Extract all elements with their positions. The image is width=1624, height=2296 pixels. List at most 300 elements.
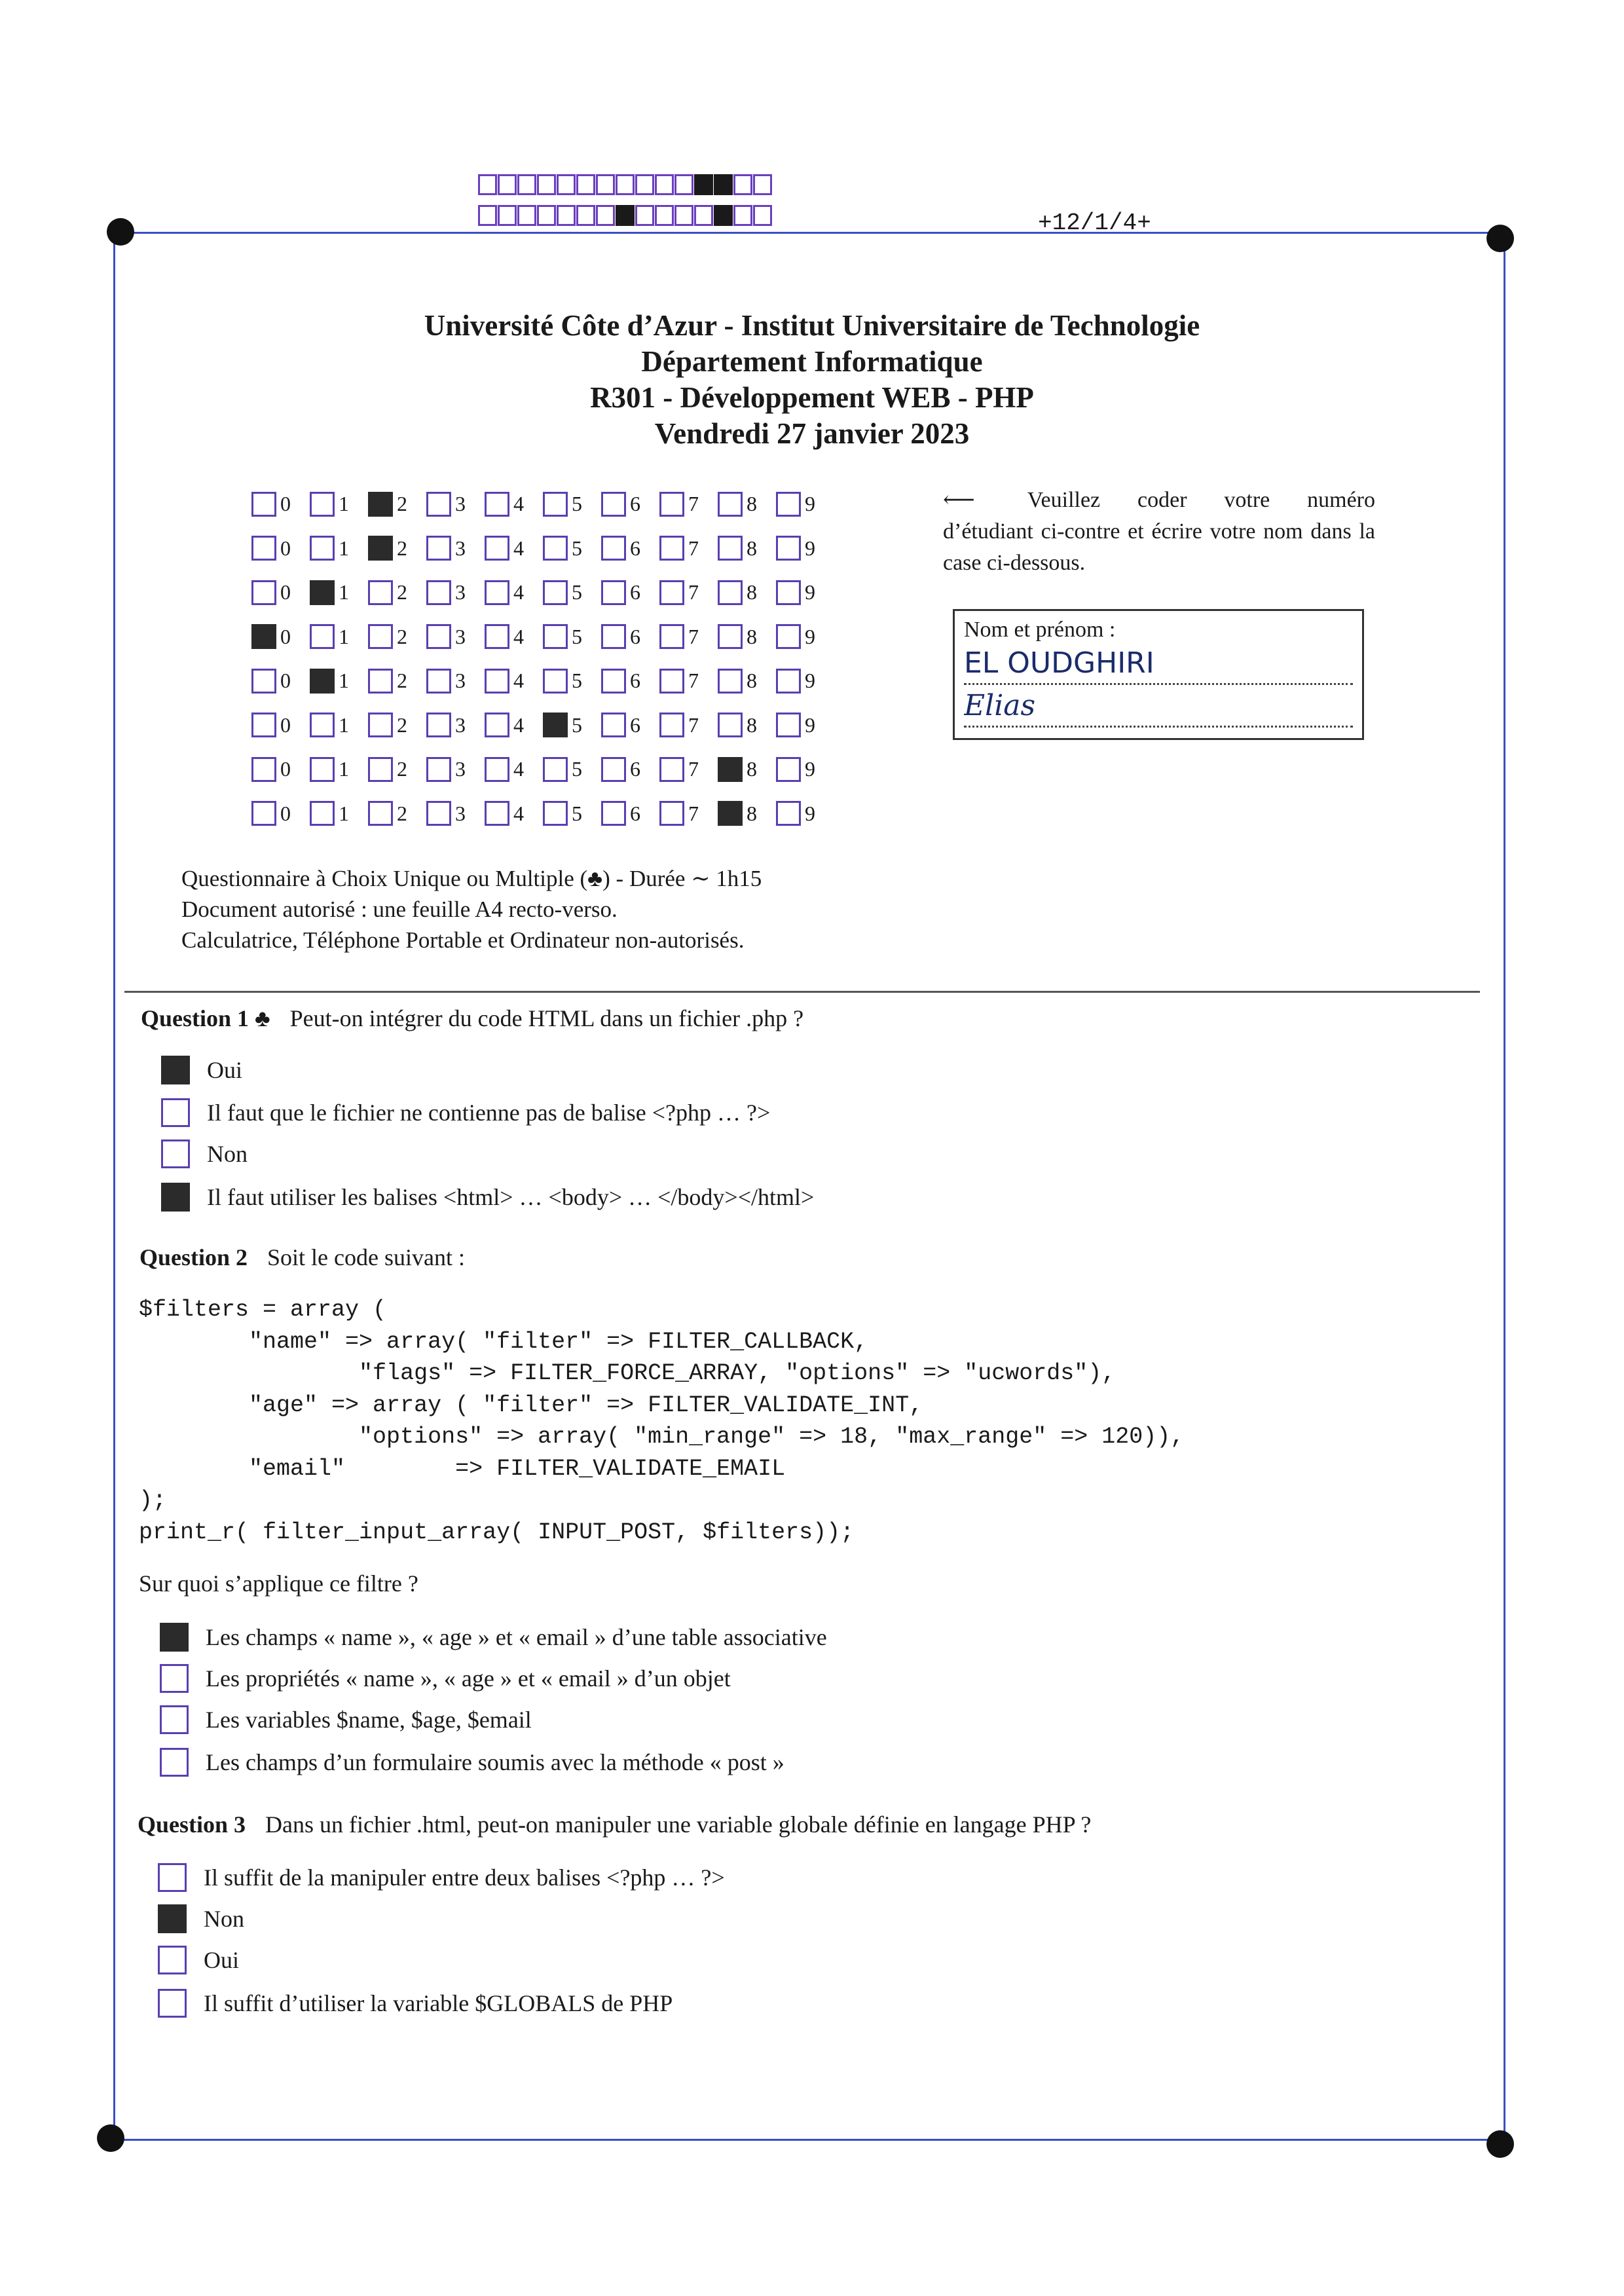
digit-checkbox[interactable] [426,492,451,517]
checkbox[interactable] [160,1748,189,1777]
digit-checkbox[interactable] [776,669,801,694]
digit-label: 3 [455,580,466,604]
digit-cell[interactable] [659,713,718,737]
option-text: Les variables $name, $age, $email [206,1707,532,1733]
grid-row [251,527,834,571]
digit-label: 0 [280,624,291,648]
digit-checkbox[interactable] [601,536,626,561]
digit-cell[interactable] [368,801,426,826]
digit-label: 4 [513,492,524,516]
question-2-option[interactable] [160,1748,784,1777]
digit-checkbox[interactable] [251,624,276,649]
barcode-cell [478,174,497,195]
digit-cell[interactable] [776,801,834,826]
digit-label: 0 [280,492,291,516]
digit-cell[interactable] [426,536,485,561]
digit-label: 6 [630,801,640,825]
digit-checkbox[interactable] [776,713,801,737]
digit-label: 6 [630,492,640,516]
digit-label: 8 [747,757,757,781]
question-2-label: Question 2 [139,1244,248,1270]
checkbox[interactable] [161,1056,190,1084]
digit-cell[interactable] [601,669,659,694]
digit-checkbox[interactable] [251,580,276,605]
question-3-option[interactable] [158,1946,239,1974]
digit-checkbox[interactable] [485,492,509,517]
digit-label: 2 [397,757,407,781]
digit-checkbox[interactable] [718,536,743,561]
digit-cell[interactable] [310,536,368,561]
digit-cell[interactable] [426,492,485,517]
digit-cell[interactable] [601,492,659,517]
exam-rules [181,863,762,955]
digit-label: 2 [397,624,407,648]
digit-cell[interactable] [368,624,426,649]
digit-checkbox[interactable] [310,624,335,649]
digit-checkbox[interactable] [776,536,801,561]
digit-cell[interactable] [601,580,659,605]
question-1-option[interactable] [161,1098,770,1127]
barcode-cell [694,205,713,226]
digit-checkbox[interactable] [659,713,684,737]
option-text: Les champs d’un formulaire soumis avec la méthode « post » [206,1749,784,1775]
digit-cell[interactable] [601,801,659,826]
digit-checkbox[interactable] [251,757,276,782]
corner-marker-bottom-right [1486,2130,1514,2158]
frame-bottom [111,2139,1500,2141]
barcode-cell [635,174,654,195]
digit-cell[interactable] [718,492,776,517]
digit-cell[interactable] [251,801,310,826]
digit-checkbox[interactable] [718,801,743,826]
digit-label: 5 [572,669,582,693]
digit-checkbox[interactable] [485,624,509,649]
digit-checkbox[interactable] [601,492,626,517]
grid-row [251,747,834,792]
digit-cell[interactable] [659,624,718,649]
digit-label: 3 [455,801,466,825]
digit-checkbox[interactable] [310,492,335,517]
digit-cell[interactable] [368,536,426,561]
code-block: $filters = array ( "name" => array( "filter" => FILTER_CALLBACK, "flags" => FILTER_FORCE_ARRAY, "options" => "ucwords"), "age" => array ( "filter" => FILTER_VALIDATE_INT, "options" => array( "min_range" => 18, "max_range" => 120)), "email" => FILTER_VALIDATE_EMAIL ); print_r( filter_input_array( INPUT_POST, $filters)); [139,1297,1185,1546]
question-3-option[interactable] [158,1863,725,1892]
question-3-title [138,1811,1091,1838]
digit-cell[interactable] [543,669,601,694]
rules-line-2: Document autorisé : une feuille A4 recto-verso. [181,897,618,922]
digit-cell[interactable] [776,713,834,737]
question-1-option[interactable] [161,1139,248,1168]
digit-label: 8 [747,580,757,604]
digit-checkbox[interactable] [251,536,276,561]
digit-checkbox[interactable] [368,713,393,737]
digit-label: 1 [339,536,349,560]
digit-checkbox[interactable] [368,757,393,782]
digit-checkbox[interactable] [485,757,509,782]
digit-label: 2 [397,580,407,604]
digit-checkbox[interactable] [543,580,568,605]
digit-label: 9 [805,492,815,516]
digit-checkbox[interactable] [485,713,509,737]
digit-checkbox[interactable] [659,536,684,561]
digit-cell[interactable] [251,624,310,649]
digit-checkbox[interactable] [310,580,335,605]
checkbox[interactable] [158,1946,187,1974]
digit-cell[interactable] [426,669,485,694]
barcode-cell [576,205,595,226]
digit-label: 7 [688,624,699,648]
first-name-field[interactable]: Elias [964,689,1353,728]
digit-label: 7 [688,492,699,516]
checkbox[interactable] [160,1664,189,1693]
digit-cell[interactable] [426,713,485,737]
digit-checkbox[interactable] [601,580,626,605]
digit-cell[interactable] [251,536,310,561]
barcode-cell [557,205,576,226]
digit-checkbox[interactable] [659,801,684,826]
digit-checkbox[interactable] [485,536,509,561]
checkbox[interactable] [161,1139,190,1168]
digit-label: 5 [572,801,582,825]
digit-checkbox[interactable] [426,624,451,649]
digit-label: 4 [513,580,524,604]
checkbox[interactable] [160,1705,189,1734]
digit-cell[interactable] [485,713,543,737]
last-name-field[interactable]: EL OUDGHIRI [964,646,1353,685]
digit-cell[interactable] [485,580,543,605]
digit-cell[interactable] [310,492,368,517]
digit-cell[interactable] [485,536,543,561]
question-1-option[interactable] [161,1056,242,1084]
digit-checkbox[interactable] [251,713,276,737]
digit-label: 5 [572,624,582,648]
digit-cell[interactable] [601,624,659,649]
digit-cell[interactable] [426,580,485,605]
digit-label: 3 [455,492,466,516]
digit-cell[interactable] [426,757,485,782]
digit-checkbox[interactable] [426,536,451,561]
digit-cell[interactable] [543,536,601,561]
digit-checkbox[interactable] [718,757,743,782]
digit-checkbox[interactable] [485,801,509,826]
digit-cell[interactable] [718,713,776,737]
digit-label: 6 [630,713,640,737]
digit-cell[interactable] [601,536,659,561]
digit-checkbox[interactable] [251,801,276,826]
digit-label: 0 [280,713,291,737]
digit-checkbox[interactable] [776,492,801,517]
barcode-cell [537,174,556,195]
question-3-label: Question 3 [138,1811,246,1838]
digit-checkbox[interactable] [426,713,451,737]
digit-cell[interactable] [659,801,718,826]
digit-checkbox[interactable] [310,801,335,826]
question-2-option[interactable] [160,1623,827,1652]
option-text: Les champs « name », « age » et « email » d’une table associative [206,1624,827,1650]
digit-cell[interactable] [368,492,426,517]
digit-label: 8 [747,713,757,737]
name-box[interactable] [953,609,1364,740]
option-text: Il suffit d’utiliser la variable $GLOBALS de PHP [204,1990,673,2016]
digit-label: 8 [747,669,757,693]
digit-cell[interactable] [776,580,834,605]
digit-cell[interactable] [718,580,776,605]
digit-cell[interactable] [718,624,776,649]
digit-cell[interactable] [251,669,310,694]
option-text: Les propriétés « name », « age » et « email » d’un objet [206,1665,731,1692]
digit-cell[interactable] [310,669,368,694]
digit-checkbox[interactable] [426,580,451,605]
digit-label: 9 [805,536,815,560]
page-header [0,308,1624,452]
digit-checkbox[interactable] [601,624,626,649]
digit-cell[interactable] [368,669,426,694]
digit-label: 3 [455,536,466,560]
question-3-option[interactable] [158,1989,673,2018]
digit-cell[interactable] [485,492,543,517]
digit-checkbox[interactable] [251,492,276,517]
digit-cell[interactable] [659,669,718,694]
instructions [943,485,1375,579]
option-text: Non [204,1906,244,1932]
option-text: Il suffit de la manipuler entre deux balises <?php … ?> [204,1864,725,1891]
digit-label: 1 [339,669,349,693]
digit-cell[interactable] [251,580,310,605]
digit-checkbox[interactable] [776,801,801,826]
frame-top [122,232,1501,234]
digit-checkbox[interactable] [368,801,393,826]
digit-cell[interactable] [310,757,368,782]
corner-marker-top-left [107,218,134,246]
digit-label: 7 [688,713,699,737]
barcode-cell [557,174,576,195]
corner-marker-top-right [1486,225,1514,252]
option-text: Non [207,1141,248,1167]
barcode-cell [655,205,674,226]
digit-checkbox[interactable] [368,624,393,649]
digit-cell[interactable] [251,492,310,517]
digit-cell[interactable] [310,580,368,605]
digit-label: 4 [513,624,524,648]
header-university: Université Côte d’Azur - Institut Universitaire de Technologie [424,309,1200,342]
digit-checkbox[interactable] [543,713,568,737]
question-2-option[interactable] [160,1705,532,1734]
digit-checkbox[interactable] [426,757,451,782]
digit-label: 6 [630,757,640,781]
digit-checkbox[interactable] [310,536,335,561]
digit-cell[interactable] [659,580,718,605]
digit-cell[interactable] [659,757,718,782]
digit-cell[interactable] [543,713,601,737]
digit-label: 1 [339,713,349,737]
digit-cell[interactable] [718,669,776,694]
digit-checkbox[interactable] [543,801,568,826]
digit-checkbox[interactable] [485,669,509,694]
digit-checkbox[interactable] [659,669,684,694]
grid-row [251,570,834,615]
digit-checkbox[interactable] [368,536,393,561]
digit-cell[interactable] [776,757,834,782]
digit-label: 7 [688,757,699,781]
digit-cell[interactable] [426,801,485,826]
digit-checkbox[interactable] [718,624,743,649]
digit-label: 5 [572,757,582,781]
grid-row [251,482,834,527]
digit-label: 2 [397,801,407,825]
barcode-cell [674,205,693,226]
barcode-cell [596,174,615,195]
digit-cell[interactable] [310,801,368,826]
barcode-cell [714,205,733,226]
digit-checkbox[interactable] [426,669,451,694]
digit-label: 0 [280,536,291,560]
digit-checkbox[interactable] [426,801,451,826]
digit-cell[interactable] [251,757,310,782]
digit-cell[interactable] [368,757,426,782]
digit-label: 9 [805,801,815,825]
digit-checkbox[interactable] [251,669,276,694]
digit-label: 1 [339,492,349,516]
digit-label: 1 [339,624,349,648]
digit-cell[interactable] [485,669,543,694]
digit-cell[interactable] [485,801,543,826]
digit-checkbox[interactable] [718,669,743,694]
digit-checkbox[interactable] [543,536,568,561]
question-1-option[interactable] [161,1183,814,1212]
question-2-title [139,1244,465,1271]
checkbox[interactable] [160,1623,189,1652]
question-1-title [141,1005,803,1032]
digit-cell[interactable] [310,624,368,649]
digit-checkbox[interactable] [776,624,801,649]
digit-checkbox[interactable] [368,492,393,517]
digit-cell[interactable] [543,757,601,782]
digit-checkbox[interactable] [659,757,684,782]
digit-cell[interactable] [776,536,834,561]
left-arrow-icon: ⟵ [943,488,975,512]
digit-cell[interactable] [543,624,601,649]
digit-checkbox[interactable] [601,669,626,694]
question-3-option[interactable] [158,1904,244,1933]
barcode-cell [753,205,772,226]
checkbox[interactable] [158,1989,187,2018]
digit-cell[interactable] [776,492,834,517]
digit-checkbox[interactable] [368,669,393,694]
digit-checkbox[interactable] [368,580,393,605]
digit-cell[interactable] [426,624,485,649]
digit-checkbox[interactable] [601,757,626,782]
question-1-text: Peut-on intégrer du code HTML dans un fichier .php ? [289,1005,804,1031]
checkbox[interactable] [158,1904,187,1933]
checkbox[interactable] [158,1863,187,1892]
digit-label: 1 [339,580,349,604]
digit-label: 0 [280,669,291,693]
digit-cell[interactable] [368,713,426,737]
digit-label: 4 [513,669,524,693]
digit-checkbox[interactable] [776,580,801,605]
digit-label: 0 [280,580,291,604]
name-label: Nom et prénom : [964,618,1116,642]
frame-left [113,233,115,2139]
digit-label: 4 [513,536,524,560]
digit-checkbox[interactable] [659,624,684,649]
digit-label: 2 [397,713,407,737]
digit-checkbox[interactable] [310,757,335,782]
barcode-cell [498,205,517,226]
digit-label: 1 [339,757,349,781]
digit-cell[interactable] [659,536,718,561]
digit-checkbox[interactable] [718,713,743,737]
digit-cell[interactable] [368,580,426,605]
digit-cell[interactable] [543,801,601,826]
student-number-grid [251,482,834,836]
digit-cell[interactable] [310,713,368,737]
digit-cell[interactable] [485,757,543,782]
digit-checkbox[interactable] [659,580,684,605]
digit-checkbox[interactable] [718,580,743,605]
digit-cell[interactable] [251,713,310,737]
question-2-option[interactable] [160,1664,731,1693]
barcode-cell [733,205,752,226]
digit-cell[interactable] [718,536,776,561]
digit-checkbox[interactable] [485,580,509,605]
digit-cell[interactable] [543,492,601,517]
digit-label: 3 [455,713,466,737]
digit-cell[interactable] [776,624,834,649]
question-1-label: Question 1 ♣ [141,1005,270,1031]
digit-cell[interactable] [543,580,601,605]
checkbox[interactable] [161,1098,190,1127]
exam-code: +12/1/4+ [1038,210,1151,236]
digit-checkbox[interactable] [543,492,568,517]
barcode-cell [674,174,693,195]
digit-cell[interactable] [718,801,776,826]
frame-right [1504,237,1505,2139]
instructions-text: Veuillez coder votre numéro d’étudiant ci-contre et écrire votre nom dans la case ci-dessous. [943,488,1375,575]
digit-label: 8 [747,801,757,825]
header-course: R301 - Développement WEB - PHP [590,381,1034,414]
digit-checkbox[interactable] [543,757,568,782]
digit-label: 2 [397,536,407,560]
digit-checkbox[interactable] [601,713,626,737]
barcode-cell [478,205,497,226]
barcode-cell [655,174,674,195]
digit-checkbox[interactable] [718,492,743,517]
digit-checkbox[interactable] [543,669,568,694]
digit-checkbox[interactable] [543,624,568,649]
checkbox[interactable] [161,1183,190,1212]
digit-checkbox[interactable] [601,801,626,826]
digit-checkbox[interactable] [310,669,335,694]
digit-label: 4 [513,713,524,737]
digit-cell[interactable] [718,757,776,782]
digit-cell[interactable] [659,492,718,517]
digit-checkbox[interactable] [659,492,684,517]
grid-row [251,792,834,836]
barcode-row-2 [478,205,773,226]
digit-cell[interactable] [776,669,834,694]
barcode-cell [517,174,536,195]
digit-label: 4 [513,801,524,825]
digit-cell[interactable] [601,757,659,782]
digit-label: 8 [747,624,757,648]
digit-checkbox[interactable] [776,757,801,782]
digit-cell[interactable] [601,713,659,737]
digit-label: 9 [805,757,815,781]
digit-label: 9 [805,624,815,648]
grid-row [251,703,834,748]
digit-cell[interactable] [485,624,543,649]
digit-checkbox[interactable] [310,713,335,737]
